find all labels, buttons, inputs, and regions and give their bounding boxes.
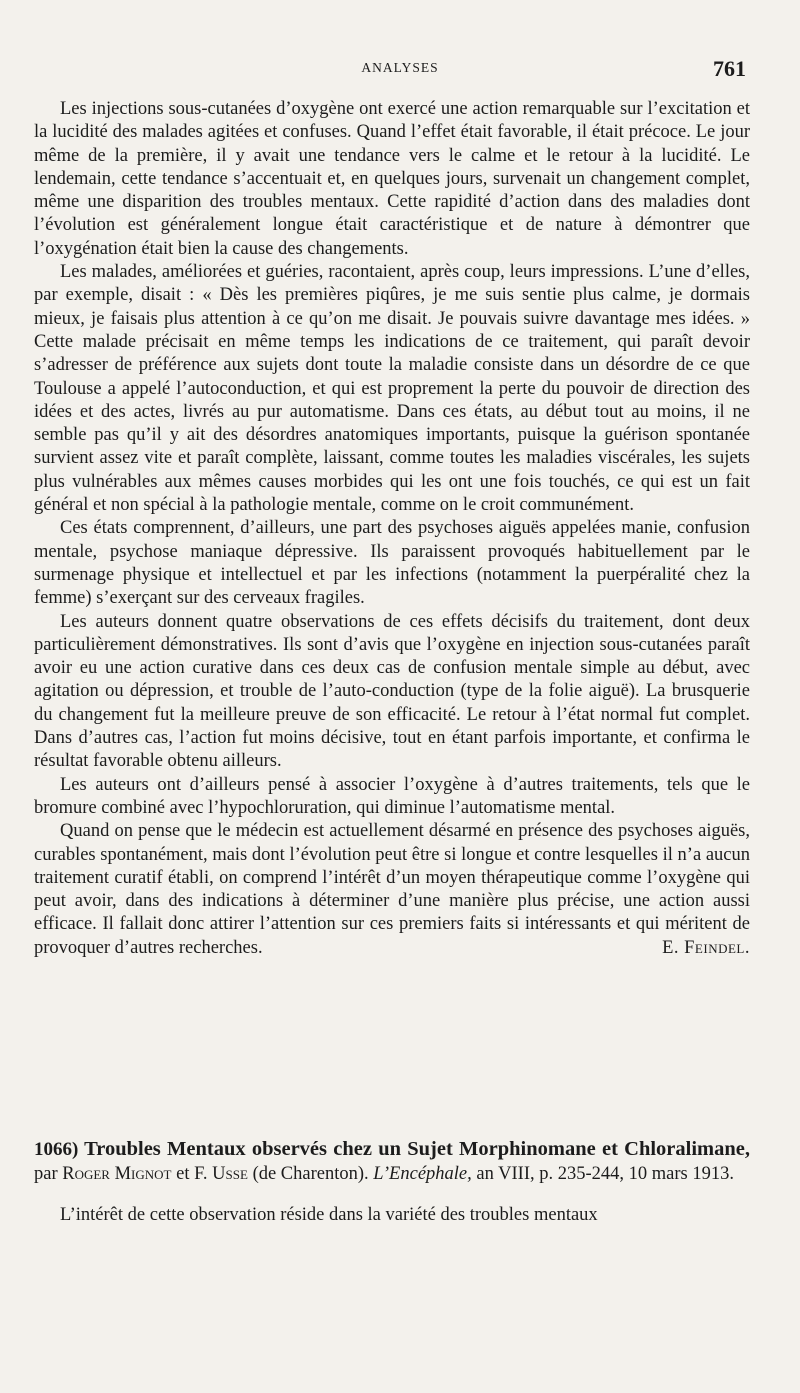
paragraph: Les auteurs ont d’ailleurs pensé à associer l’oxygène à d’autres traitements, tels que le bromure combiné avec l’hypochloruration, qui diminue l’automatisme mental.	[34, 774, 750, 818]
running-head: ANALYSES	[361, 60, 439, 75]
next-article	[34, 1138, 750, 1228]
article-and: et	[176, 1163, 190, 1184]
paragraph: Les malades, améliorées et guéries, racontaient, après coup, leurs impressions. L’une d’elles, par exemple, disait : « Dès les premières piqûres, je me suis sentie plus calme, je dormais mieux, je faisais plus attention à ce qu’on me disait. Je pouvais suivre davantage mes idées. » Cette malade précisait en même temps les indications de ce traitement, qui paraît devoir s’adresser de préférence aux sujets dont toute la maladie consiste dans un désordre de ce que Toulouse a appelé l’autoconduction, et qui est proprement la perte du pouvoir de direction des idées et des actes, livrés au pur automatisme. Dans ces états, au début tout au moins, il ne semble pas qu’il y ait des désordres anatomiques importants, puisque la guérison spontanée survient assez vite et paraît complète, laissant, comme toutes les maladies viscérales, les sujets plus vulnérables aux mêmes causes morbides qui les ont une fois touchés, ce qui est un fait général et non spécial à la pathologie mentale, comme on le croit communément.	[34, 262, 750, 516]
article-journal: L’Encéphale,	[373, 1163, 472, 1184]
paragraph: Les injections sous-cutanées d’oxygène ont exercé une action remarquable sur l’excitation et la lucidité des malades agitées et confuses. Quand l’effet était favorable, il était précoce. Le jour même de la première, il y avait une tendance vers le calme et le retour à la lucidité. Le lendemain, cette tendance s’accentuait et, en quelques jours, survenait un changement complet, même une disparition des troubles mentaux. Cette rapidité d’action dans des maladies dont l’évolution est généralement longue était caractéristique et de nature à démontrer que l’oxygénation était bien la cause des changements.	[34, 99, 750, 259]
paragraph: Ces états comprennent, d’ailleurs, une part des psychoses aiguës appelées manie, confusion mentale, psychose maniaque dépressive. Ils paraissent provoqués habituellement par le surmenage physique et intellectuel et par les infections (notamment la puerpéralité chez la femme) s’exerçant sur des cerveaux fragiles.	[34, 518, 750, 609]
paragraph-final	[34, 820, 750, 960]
article-author-2: F. Usse	[194, 1163, 248, 1184]
article-affiliation: (de Charenton).	[252, 1163, 369, 1184]
article-citation: an VIII, p. 235-244, 10 mars 1913.	[476, 1163, 734, 1184]
review-body	[34, 98, 750, 960]
article-heading	[34, 1138, 750, 1186]
paragraph-final-text: Quand on pense que le médecin est actuellement désarmé en présence des psychoses aiguës, curables spontanément, mais dont l’évolution peut être si longue et contre lesquelles il n’a aucun traitement curatif établi, on comprend l’intérêt d’un moyen thérapeutique comme l’oxygène qui peut avoir, dans des indications à déterminer d’une manière plus précise, une action aussi efficace. Il fallait donc attirer l’attention sur ces premiers faits si intéressants et qui méritent de provoquer d’autres recherches.	[34, 821, 750, 958]
article-text: L’intérêt de cette observation réside dans la variété des troubles mentaux	[60, 1205, 598, 1225]
paragraph: Les auteurs donnent quatre observations de ces effets décisifs du traitement, dont deux particulièrement démonstratives. Ils sont d’avis que l’oxygène en injection sous-cutanées paraît avoir eu une action curative dans ces deux cas de confusion mentale simple au début, avec agitation ou dépression, et trouble de l’auto-conduction (type de la folie aiguë). La brusquerie du changement fut la meilleure preuve de son efficacité. Le retour à l’état normal fut complet. Dans d’autres cas, l’action fut moins décisive, tout en étant parfois importante, et confirma le résultat favorable obtenu ailleurs.	[34, 611, 750, 772]
article-number: 1066)	[34, 1139, 79, 1160]
article-title: Troubles Mentaux observés chez un Sujet Morphinomane et Chloralimane,	[84, 1138, 750, 1160]
article-by: par	[34, 1163, 58, 1184]
article-author-1: Roger Mignot	[62, 1163, 172, 1184]
reviewer-signature: E. Feindel.	[662, 937, 750, 958]
page-number: 761	[713, 56, 746, 81]
